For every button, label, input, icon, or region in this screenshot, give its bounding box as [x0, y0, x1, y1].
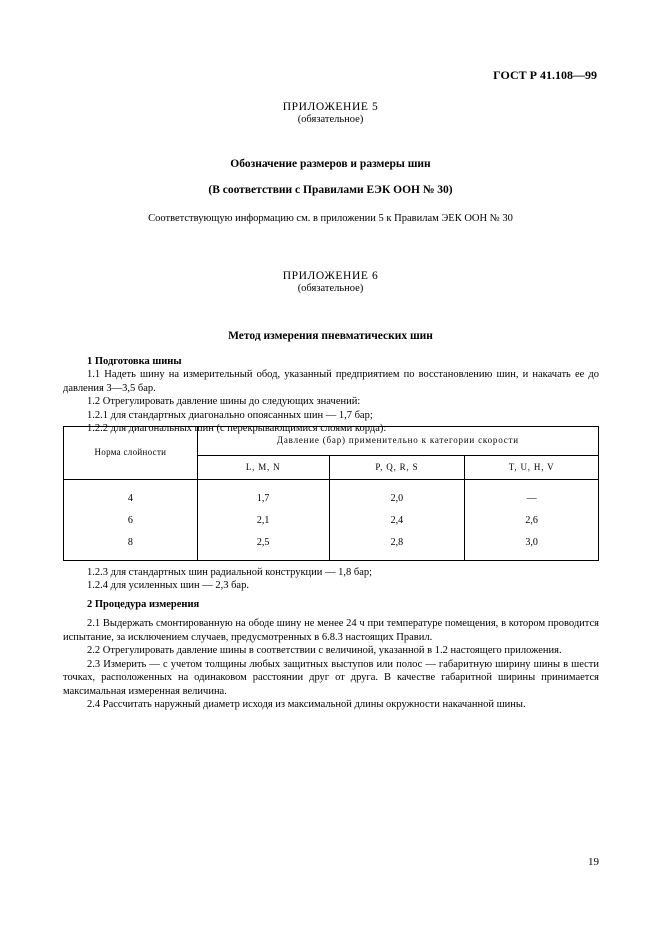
table-cell: —	[465, 480, 599, 511]
section1-paragraph-1-2-2: 1.2.2 для диагональных шин (с перекрывающимися слоями корда):	[87, 423, 387, 435]
section1-block	[63, 355, 599, 436]
appendix6-subtitle: (обязательное)	[297, 283, 364, 294]
table-cell: 6	[64, 510, 198, 532]
document-code: ГОСТ Р 41.108—99	[493, 68, 597, 82]
table-cell: 2,8	[329, 532, 465, 561]
paragraph-1-2-3: 1.2.3 для стандартных шин радиальной конструкции — 1,8 бар;	[87, 567, 373, 578]
table-cell: 2,5	[197, 532, 329, 561]
pressure-table-wrapper	[63, 426, 599, 561]
table-cell: 1,7	[197, 480, 329, 511]
section2-paragraph-2-1: 2.1 Выдержать смонтированную на ободе шину не менее 24 ч при температуре помещения, в котором проводится испытание, за исключением случаев, предусмотренных в 6.8.3 настоящих Правил.	[63, 618, 599, 643]
table-cell: 2,1	[197, 510, 329, 532]
section2-paragraph-2-2: 2.2 Отрегулировать давление шины в соответствии с величиной, указанной в 1.2 настоящего приложения.	[87, 645, 562, 657]
pressure-table	[63, 426, 599, 561]
table-header-pressure-group: Давление (бар) применительно к категории скорости	[197, 427, 598, 456]
table-row	[64, 532, 599, 561]
appendix5-heading-regulation: (В соответствии с Правилами ЕЭК ООН № 30)	[208, 184, 453, 196]
table-cell: 4	[64, 480, 198, 511]
table-row	[64, 480, 599, 511]
table-subheader-tuhv: T, U, H, V	[465, 456, 599, 480]
section1-paragraph-1-1: 1.1 Надеть шину на измерительный обод, указанный предприятием по восстановлению шин, и накачать ее до давления 3—3,5 бар.	[63, 369, 599, 394]
after-table-block	[63, 566, 599, 593]
section2-block	[63, 598, 599, 712]
appendix6-title: ПРИЛОЖЕНИЕ 6	[282, 270, 379, 282]
appendix5-note: Соответствующую информацию см. в приложении 5 к Правилам ЭЕК ООН № 30	[148, 213, 513, 224]
table-cell: 2,4	[329, 510, 465, 532]
table-row	[64, 510, 599, 532]
appendix5-title: ПРИЛОЖЕНИЕ 5	[282, 101, 379, 113]
table-cell: 2,6	[465, 510, 599, 532]
table-cell: 3,0	[465, 532, 599, 561]
section1-title: 1 Подготовка шины	[87, 356, 182, 367]
section2-title: 2 Процедура измерения	[87, 599, 200, 610]
appendix5-subtitle: (обязательное)	[297, 114, 364, 125]
appendix5-heading: Обозначение размеров и размеры шин	[230, 158, 431, 170]
section2-paragraph-2-3: 2.3 Измерить — с учетом толщины любых защитных выступов или полос — габаритную ширину шины в шести точках, расположенных на одинаковом расстоянии друг от друга. В качестве габаритной ширины принимается максимальная измеренная величина.	[63, 658, 599, 697]
appendix6-heading: Метод измерения пневматических шин	[228, 330, 433, 342]
table-cell: 2,0	[329, 480, 465, 511]
paragraph-1-2-4: 1.2.4 для усиленных шин — 2,3 бар.	[87, 580, 249, 592]
section2-paragraph-2-4: 2.4 Рассчитать наружный диаметр исходя из максимальной длины окружности накачанной шины.	[87, 699, 526, 711]
page-number: 19	[588, 856, 599, 868]
table-cell: 8	[64, 532, 198, 561]
table-header-ply-rating: Норма слойности	[64, 427, 198, 480]
section1-paragraph-1-2-1: 1.2.1 для стандартных диагонально опоясанных шин — 1,7 бар;	[87, 409, 373, 421]
section1-paragraph-1-2: 1.2 Отрегулировать давление шины до следующих значений:	[87, 396, 361, 408]
table-subheader-pqrs: P, Q, R, S	[329, 456, 465, 480]
table-subheader-lmn: L, M, N	[197, 456, 329, 480]
